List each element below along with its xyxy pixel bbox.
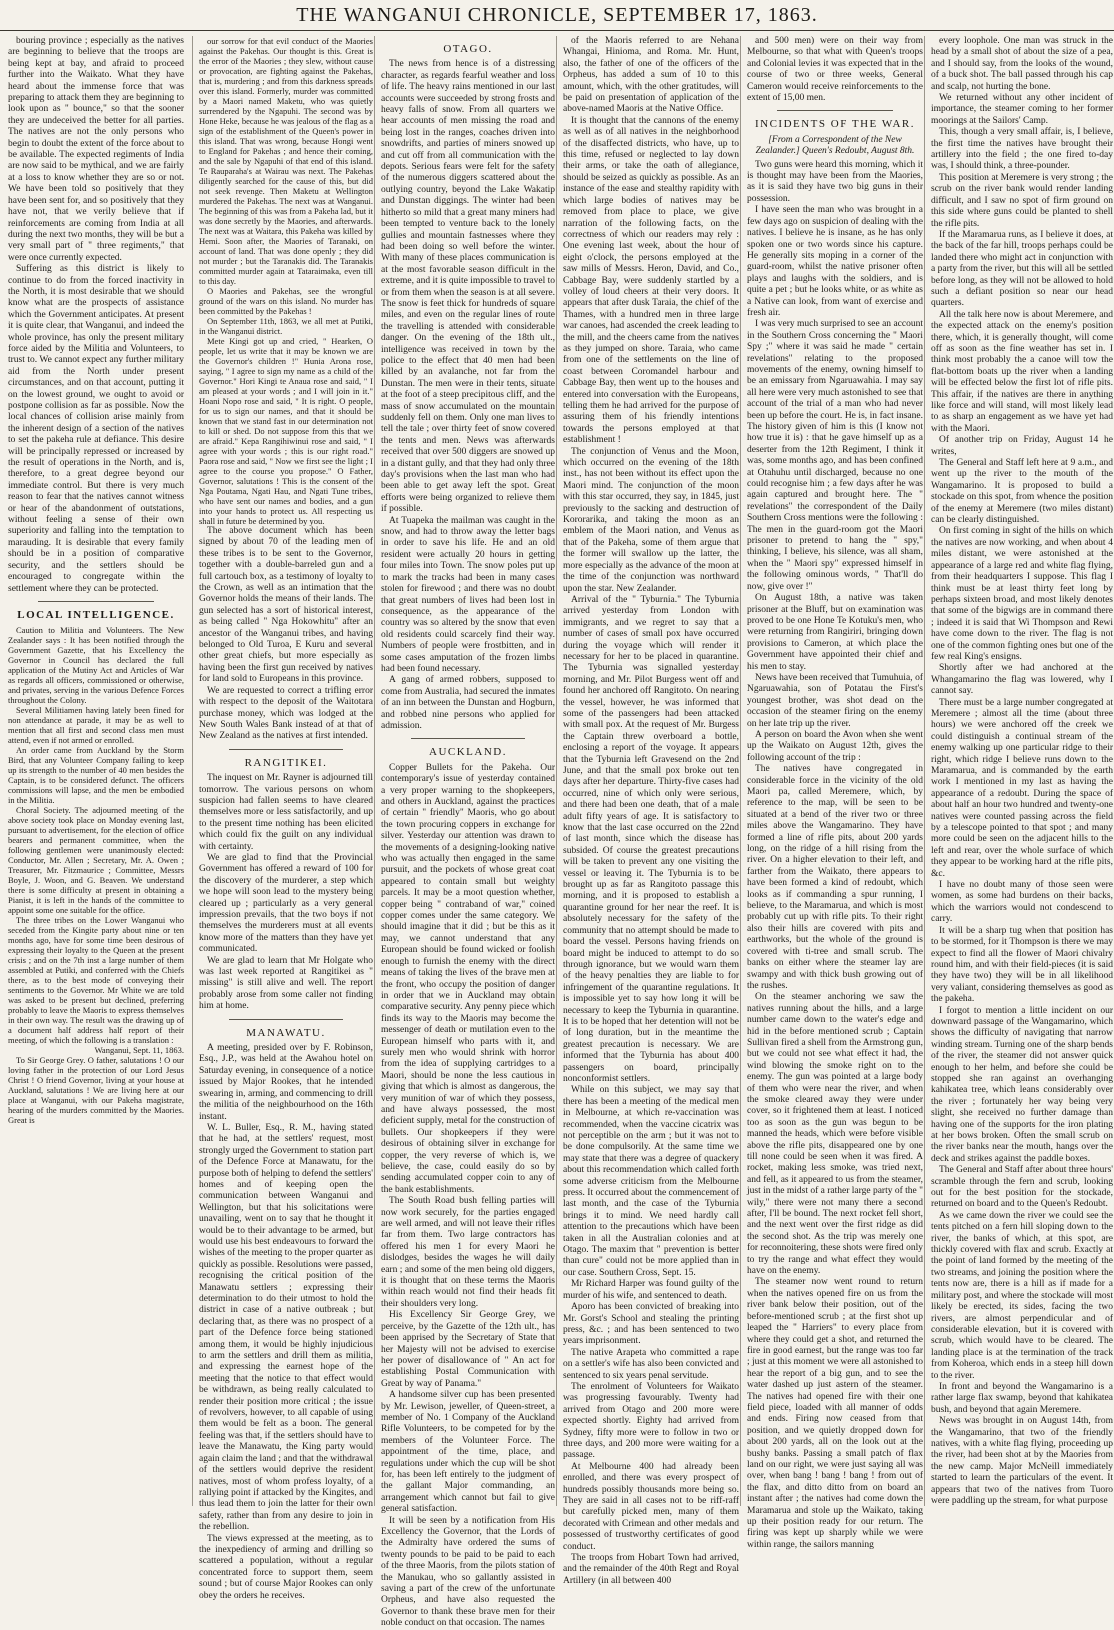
article-paragraph: Aporo has been convicted of breaking into Mr. Gorst's School and stealing the printing press, &c. ; and has been sentenced to two years imprisonment. (563, 1302, 739, 1347)
article-paragraph: Of another trip on Friday, August 14 he writes, (931, 435, 1113, 457)
masthead-title: THE WANGANUI CHRONICLE, SEPTEMBER 17, 1863. (0, 0, 1114, 31)
article-paragraph: While on this subject, we may say that there has been a meeting of the medical men in Melbourne, at which re-vaccination was recommended, when the vaccine cicatrix was not perceptible on the arm ; but it was not to be done compulsorily. At the same time we may state that there was a degree of quackery about this recommendation which called forth some adverse criticism from the Melbourne press. It occurred about the commencement of last month, and the case of the Tyburnia brings it to mind. We need hardly call attention to the precautions which have been taken in all the Australian colonies and at Otago. The maxim that " prevention is better than cure" could not be more applied than in our case. Southern Cross, Sept. 15. (563, 1085, 739, 1278)
article-paragraph: On the steamer anchoring we saw the natives running about the hills, and a large number came down to the water's edge and hid in the before mentioned scrub ; Captain Sullivan fired a shell from the Armstrong gun, but we could not see what effect it had, the wind blowing the smoke right on to the enemy. The gun was pointed at a large body of them who were near the river, and when the smoke cleared away they were under cover, so it frightened them at least. I noticed too as soon as the gun was begun to be manned the heads, which were before visible above the rifle pits, disappeared one by one till none could be seen when it was fired. A rocket, making less smoke, was tried next, and fell, as it appeared to us from the steamer, just in the midst of a rather large party of the " wily," there were not many there a second after, I'll be bound. The next rocket fell short, and the next went over the first ridge as did the second shot. As the trip was merely one for reconnoitering, these shots were fired only to try the range and what effect they would have on the enemy. (747, 992, 923, 1277)
section-heading-manawatu: MANAWATU. (246, 1026, 326, 1039)
article-paragraph: Several Militiamen having lately been fined for non attendance at parade, it may be as well to mention that all first and second class men must attend, even if not armed or enrolled. (8, 705, 184, 746)
section-divider (229, 749, 343, 750)
article-paragraph: A meeting, presided over by F. Robinson, Esq., J.P., was held at the Awahou hotel on Saturday evening, in consequence of a notice issued by Major Rookes, that he intended swearing in, arming, and commencing to drill the militia of the neighbourhood on the 16th instant. (199, 1043, 373, 1122)
section-heading-local-intelligence: LOCAL INTELLIGENCE. (17, 608, 175, 621)
article-paragraph: A gang of armed robbers, supposed to come from Australia, had secured the inmates of an inn between the Dunstan and Hogburn, and robbed nine persons who applied for admission. (381, 675, 555, 731)
article-paragraph: We are requested to correct a trifling error with respect to the deposit of the Waitotara purchase money, which was lodged at the New South Wales Bank instead of at that of New Zealand as the natives at first intended. (199, 685, 373, 742)
article-paragraph: This position at Meremere is very strong ; the scrub on the river bank would render landing difficult, and I saw no spot of firm ground on this side where guns could be planted to shell the rifle pits. (931, 172, 1113, 229)
correspondent-note: [From a Correspondent of the New Zealander.] Queen's Redoubt, August 8th. (755, 134, 915, 157)
article-paragraph: His Excellency Sir George Grey, we perceive, by the Gazette of the 12th ult., has been apprised by the Secretary of State that her Majesty will not be advised to exercise her power of disallowance of " An act for establishing Postal Communication with Great by way of Panama." (381, 1310, 555, 1389)
article-paragraph: I have seen the man who was brought in a few days ago on suspicion of dealing with the natives. I believe he is insane, as he has only spoken one or two words since his capture. He generally sits moping in a corner of the guard-room, whilst the native prisoner often plays and laughs with the soldiers, and is quite a pet ; but he looks white, or as white as a Native can look, from want of exercise and fresh air. (747, 205, 923, 318)
article-paragraph: O Maories and Pakehas, see the wrongful ground of the wars on this island. No murder has been committed by the Pakehas ! (199, 286, 373, 316)
article-paragraph: News was brought in on August 14th, from the Wangamarino, that two of the friendly natives, with a white flag flying, proceeding up the river, had been shot at by the Maories from the new camp. Major McNeill immediately started to learn the particulars of the event. It appears that two of the natives from Tuoro were paddling up the stream, for what purpose (931, 1416, 1113, 1506)
article-paragraph: Mr Richard Harper was found guilty of the murder of his wife, and sentenced to death. (563, 1279, 739, 1301)
article-paragraph: A person on board the Avon when she went up the Waikato on August 12th, gives the following account of the trip : (747, 729, 923, 763)
section-heading-rangitikei: RANGITIKEI. (244, 756, 328, 769)
article-paragraph: We returned without any other incident of importance, the steamer coming to her former moorings at the Sailors' Camp. (931, 93, 1113, 126)
section-heading-incidents-of-the-war: INCIDENTS OF THE WAR. (754, 118, 916, 131)
article-paragraph: The three tribes on the Lower Wanganui who seceded from the Kingite party about nine or ten months ago, have for some time been desirous of expressing their loyalty to the Queen at the present crisis ; and on the 7th inst a large number of them assembled at Putiki, and conferred with the Chiefs there, as to the best mode of conveying their sentiments to the Governor. Mr White we are told was asked to be present but declined, preferring probably to leave the Maoris to express themselves in their own way. The result was the drawing up of a document half address half report of their meeting, of which the following is a translation : (8, 915, 184, 1046)
article-paragraph: There must be a large number congregated at Meremere ; almost all the time (about three hours) we were anchored off the creek we could distinguish a continual stream of the enemy walking up one particular ridge to their right, which ridge I believe runs down to the Maramarua, and is commanded by the earth work I mentioned in my last as having the appearance of a redoubt. During the space of about half an hour two hundred and twenty-one natives were counted passing across the field by a telescope pointed to that spot ; and many more could be seen on the adjacent hills to the left and rear, over the whole surface of which they appear to be working hard at the rifle pits, &c. (931, 697, 1113, 879)
article-paragraph: It will be a sharp tug when that position has to be stormed, for it Thompson is there we may expect to find all the flower of Maori chivalry round him, and with their field-pieces (it is said they have two) they will be in all likelihood very valiant, considering themselves as good as the pakeha. (931, 925, 1113, 1005)
article-paragraph: At Melbourne 400 had already been enrolled, and there was every prospect of hundreds possibly thousands more being so. They are said in all cases not to be riff-raff but carefully picked men, many of them decorated with Crimean and other medals and possessed of trustworthy certificates of good conduct. (563, 1461, 739, 1552)
article-paragraph: It is thought that the cannons of the enemy as well as of all natives in the neighborhood of the disaffected districts, who have, up to this time, refused or neglected to lay down their arms, or take the oath of allegiance, should be seized as quickly as possible. As an instance of the ease and stealthy rapidity with which large bodies of natives may be removed from place to place, we give narration of the following facts, on the correctness of which our readers may rely : One evening last week, about the hour of eight o'clock, the persons employed at the saw mills of Messrs. Heron, David, and Co., Cabbage Bay, were suddenly startled by a volley of loud cheers at their very doors. It appears that after dusk Taraia, the chief of the Thames, with a hundred men in three large war canoes, had ascended the creek leading to the mill, and the cheers came from the natives as they jumped on shore. Taraia, who came from one of the settlements on the line of coast between Coromandel harbour and Cabbage Bay, then went up to the houses and entered into conversation with the Europeans, telling them he had arrived for the purpose of assuring them of his friendly intentions towards the persons employed at that establishment ! (563, 115, 739, 446)
article-paragraph: I forgot to mention a little incident on our downward passage of the Wangamarino, which shows the difficulty of navigating that narrow winding stream. Turning one of the sharp bends of the river, the steamer did not answer quick enough to her helm, and before she could be stopped she ran against an overhanging kahikatea tree, which leans considerably over the river ; fortunately her way being very slight, she received no further damage than having one of the supports for the iron plating at her bows broken. Often the small scrub on the river banks near the mouth, hangs over the deck and strikes against the paddle boxes. (931, 1005, 1113, 1164)
section-heading-auckland: AUCKLAND. (429, 746, 507, 759)
section-divider (777, 110, 893, 111)
article-paragraph: Choral Society. The adjourned meeting of the above society took place on Monday evening last, pursuant to advertisement, for the election of office bearers and permanent committee, when the following gentlemen were unanimously elected: Conductor, Mr. Allen ; Secretary, Mr. A. Owen ; Treasurer, Mr. Fitzmaurice ; Committee, Messrs Boyle, J. Woon, and G. Beaven. We understand there is some difficulty at present in obtaining a Pianist, it is left in the hands of the committee to appoint some one suitable for the office. (8, 805, 184, 916)
article-paragraph: Copper Bullets for the Pakeha. Our contemporary's issue of yesterday contained a very proper warning to the shopkeepers, and others in Auckland, against the practices of certain " friendly" Maoris, who go about the town procuring coppers in exchange for silver. Yesterday our attention was drawn to the movements of a designing-looking native who was actually then engaged in the same pursuit, and the pockets of whose great coat appeared to contain small but weighty parcels. It may be a moot question whether, copper being " contraband of war," coined copper comes under the same category. We should imagine that it did ; but be this as it may, we cannot understand that any European should be found wicked or foolish enough to furnish the enemy with the direct means of taking the lives of the brave men at the front, who occupy the position of danger in order that we in Auckland may obtain comparative security. Any penny piece which finds its way to the Maoris may become the messenger of death or mutilation even to the European himself who parts with it, and surely men who would shrink with horror from the idea of supplying cartridges to a Maori, should be none the less cautious in giving that which is almost as dangerous, the very munition of war of which they possess, and have always possessed, the most deficient supply, metal for the construction of bullets. Our shopkeepers if they were desirous of obtaining silver in exchange for copper, the very reverse of which is, we believe, the case, could easily do so by sending accumulated copper coin to any of the bank establishments. (381, 762, 555, 1195)
article-paragraph: On first coming in sight of the hills on which the natives are now working, and when about 4 miles distant, we were astonished at the appearance of a large red and white flag flying, from their headquarters I suppose. This flag I think must be at least thirty feet long by perhaps sixteen broad, and most likely denotes that some of the bigwigs are in command there ; indeed it is said that Wi Thompson and Rewi have come down to the river. The flag is not one of the common fighting ones but one of the few real King's ensigns. (931, 526, 1113, 662)
column-6 (924, 36, 1113, 1506)
article-paragraph: The news from hence is of a distressing character, as regards fearful weather and loss of life. The heavy rains mentioned in our last accounts were succeeded by strong frosts and heavy falls of snow. From all quarters we hear accounts of men missing the road and being lost in the ranges, coaches driven into snowdrifts, and parties of miners snowed up and cut off from all communication with the depots. Serious fears were felt for the safety of the numerous diggers scattered about the outlying country, beyond the Lake Wakatip and Dunstan diggings. The winter had been hitherto so mild that a great many miners had been tempted to venture back to the lonely gullies and mountain fastnesses where they had been doing so well before the winter. With many of these places communication is at the most favorable season difficult in the extreme, and it is quite impossible to travel to or from them when the season is at all severe. The snow is feet thick for hundreds of square miles, and even on the regular lines of route the travelling is attended with considerable danger. On the evening of the 18th ult., intelligence was received in town by the police to the effect that 40 men had been killed by an avalanche, not far from the Dunstan. The men were in their tents, situate at the foot of a steep precipitous cliff, and the mass of snow accumulated on the mountain suddenly fell on them. Only one man lives to tell the tale ; over thirty feet of snow covered the tents and men. News was afterwards received that over 500 diggers are snowed up in a distant gully, and that they had only three day's provisions when the last man who had been able to get away left the spot. Great efforts were being organized to relieve them if possible. (381, 59, 555, 515)
article-paragraph: I was very much surprised to see an account in the Southern Cross concerning the " Maori Spy ;" where it was said he made " certain revelations" relating to the proposed movements of the enemy, owning himself to be an emissary from Ngaruawahia. I may say all here were very much astonished to see that account of the trial of a man who had never been up before the court. He is, in fact insane. The history given of him is this (I know not how true it is) : that he gave himself up as a deserter from the 12th Regiment, I think it was, some months ago, and has been confined at Otahuhu until discharged, because no one could recognise him ; a few days after he was again captured and brought here. The " revelations" the correspondent of the Daily Southern Cross mentions were the following : The men in the guard-room got the Maori prisoner to pretend to hang the " spy," thinking, I believe, his silence, was all sham, when the " Maori spy" expressed himself in the following ominous words, " That'll do now, give over !" (747, 319, 923, 592)
article-paragraph: As we came down the river we could see the tents pitched on a fern hill sloping down to the river, the banks of which, at this spot, are thickly covered with flax and scrub. Exactly at the point of land formed by the meeting of the two streams, and joining the position where the tents now are, there is a hill as if made for a military post, and where the stockade will most likely be erected, its sides, facing the two rivers, are almost perpendicular and of considerable elevation, but it is covered with scrub, which would have to be cleared. The landing place is at the termination of the track from Koheroa, which ends in a steep hill down to the river. (931, 1210, 1113, 1381)
article-paragraph: If the Maramarua runs, as I believe it does, at the back of the far hill, troops perhaps could be landed there who might act in conjunction with a party from the river, but this will all be settled before long, as they will not be allowed to hold such a defiant position so near our head quarters. (931, 229, 1113, 309)
article-paragraph: The enrolment of Volunteers for Waikato was progressing favourably. Twenty had arrived from Otago and 200 more were expected shortly. Eighty had arrived from Sydney, fifty more were to follow in two or three days, and 200 more were waiting for a passage. (563, 1381, 739, 1461)
article-paragraph: Two guns were heard this morning, which it is thought may have been from the Maories, as it is said they have two big guns in their possession. (747, 159, 923, 204)
article-paragraph: To Sir George Grey. O father, salutations ! O our loving father in the protection of our Lord Jesus Christ ! O friend Governor, living at your house at Auckland, salutations ! We are living here at our place at Wanganui, with our Pakeha magistrate, hearing of the murders committed by the Maories. Great is (8, 1055, 184, 1126)
article-paragraph: The General and Staff after about three hours' scramble through the fern and scrub, looking out for the best position for the stockade, returned on board and to the Queen's Redoubt. (931, 1165, 1113, 1210)
section-divider (38, 601, 154, 602)
article-paragraph: our sorrow for that evil conduct of the Maories against the Pakehas. Our thought is this. Great is the error of the Maories ; they slew, without cause or provocation, are fighting against the Pakehas, that is, murdering ; and from this darkness spreads over this island. Formerly, murder was committed by a Maori named Maketu, who was quietly surrendered by the Ngapuhi. The second was by Hone Heke, because he was jealous of the flag as a sign of the establishment of the Queen's power in this island. That was wrong, because Hongi went to England for Pakehas ; and hence their coming, and the sale by Ngapuhi of that end of this island. Te Rauparaha's at Wairau was next. The Pakehas diligently searched for the cause of this, but did not seek revenge. Then Maketu at Wellington murdered the Pakehas. The next was at Wanganui. The beginning of this was from a Pakeha lad, but it was done secretly by the Maories, and afterwards. The next was at Waitara, this Pakeha was killed by Hemi. Soon after, the Maories of Taranaki, on account of land. That was done openly ; they did not murder ; but the Taranakis did. The Taranakis committed murder again at Tataraimaka, even till to this day. (199, 36, 373, 286)
article-paragraph: On September 11th, 1863, we all met at Putiki, in the Wanganui district. (199, 316, 373, 336)
article-paragraph: All the talk here now is about Meremere, and the expected attack on the enemy's position there, which, it is generally thought, will come off as soon as the fine weather has set in. I think most probably the a canoe will tow the flat-bottom boats up the river when a landing will be effected below the first lot of rifle pits. This affair, if the natives are there in anything like force and will stand, will most likely lead to as sharp an engagement as we have yet had with the Maori. (931, 309, 1113, 434)
article-paragraph: This, though a very small affair, is, I believe, the first time the natives have brought their artillery into the field ; the one fired to-day was, I should think, a three-pounder. (931, 127, 1113, 172)
column-1 (8, 36, 184, 1506)
article-paragraph: At Tuapeka the mailman was caught in the snow, and had to throw away the letter bags in order to save his life. He and an old resident were actually 20 hours in getting four miles into Town. The snow poles put up to mark the tracks had been in many cases stolen for firewood ; and there was no doubt that great numbers of lives had been lost in consequence, as the appearance of the country was so altered by the snow that even old residents could scarcely find their way. Numbers of people were frostbitten, and in some cases amputation of the frozen limbs had been found necessary. (381, 515, 555, 674)
article-paragraph: News have been received that Tumuhuia, of Ngaruawahia, son of Potatau the First's youngest brother, was shot dead on the occasion of the steamer firing on the enemy on her late trip up the river. (747, 672, 923, 729)
article-paragraph: The General and Staff left here at 9 a.m., and went up the river to the mouth of the Wangamarino. It is proposed to build a stockade on this spot, from whence the position of the enemy at Meremere (two miles distant) can be clearly distinguished. (931, 458, 1113, 526)
article-paragraph: The natives have congregated in considerable force in the vicinity of the old Maori pa, called Meremere, which, by reference to the map, will be seen to be situated at a bend of the river two or three miles above the Wangamarino. They have formed a line of rifle pits, about 200 yards long, on the ridge of a hill rising from the river. On a higher elevation to their left, and farther from the Waikato, there appears to have been formed a kind of redoubt, which looks as if commanding a spur running, I believe, to the Maramarua, and which is most probably cut up with rifle pits. To their right also their hills are covered with pits and earthworks, but the whole of the ground is covered with ti-tree and small scrub. The banks on either where the steamer lay are swampy and with thick bush growing out of the rushes. (747, 764, 923, 991)
article-paragraph: It will be seen by a notification from His Excellency the Governor, that the Lords of the Admiralty have ordered the sums of twenty pounds to be paid to be paid to each of the three Maoris, from the pilots station of the Manukau, who so gallantly assisted in saving a part of the crew of the unfortunate Orpheus, and have also requested the Governor to thank these brave men for their noble conduct on that occasion. The names (381, 1515, 555, 1629)
article-paragraph: In front and beyond the Wangamarino is a rather large flax swamp, beyond that kahikatea bush, and beyond that again Meremere. (931, 1381, 1113, 1415)
article-paragraph: An order came from Auckland by the Storm Bird, that any Volunteer Company failing to keep up its strength to the number of 40 men besides the Captain, is to be considered defunct. The officers commissions will lapse, and the men be embodied in the Militia. (8, 745, 184, 806)
article-paragraph: every loophole. One man was struck in the head by a small shot of about the size of a pea, and I should say, from the looks of the wound, of a buck shot. The ball passed through his cap and scalp, not hurting the bone. (931, 36, 1113, 92)
section-divider (229, 1019, 343, 1020)
dateline: Wanganui, Sept. 11, 1863. (94, 1045, 184, 1056)
article-paragraph: I have no doubt many of those seen were women, as some had burdens on their backs, which the warriors would not condescend to carry. (931, 880, 1113, 925)
article-paragraph: A handsome silver cup has been presented by Mr. Lewison, jeweller, of Queen-street, a member of No. 1 Company of the Auckland Rifle Volunteers, to be competed for by the members of the Volunteer Force. The appointment of the time, place, and regulations under which the cup will be shot for, has been left entirely to the judgment of the gallant Major commanding, an arrangement which cannot but fail to give general satisfaction. (381, 1390, 555, 1515)
article-paragraph: The inquest on Mr. Rayner is adjourned till tomorrow. The various persons on whom suspicion had fallen seems to have cleared themselves more or less satisfactorily, and up to the present time nothing has been elicited which could fix the guilt on any individual with certainty. (199, 773, 373, 852)
article-paragraph: The above document which has been signed by about 70 of the leading men of these tribes is to be sent to the Governor, together with a double-barreled gun and a full cartouch box, as a testimony of loyalty to the Crown, as well as an intimation that the Governor holds the means of their lands. The gun selected has a sort of historical interest, as being called " Nga Hokowhitu" after an ancestor of the Wanganui tribes, and having belonged to Old Turoa, E Kuru and several other great chiefs, but more especially as having been the first gun received by natives for land sold to Europeans in this province. (199, 526, 373, 685)
article-paragraph: The conjunction of Venus and the Moon, which occurred on the evening of the 18th inst., has not been without its effect upon the Maori mind. The conjunction of the moon with this star occurred, they say, in 1845, just previously to the sacking and destruction of Kororarika, and taking the moon as an emblem of the Maori nation, and Venus as that of the Pakeha, some of them argue that the former will swallow up the latter, the more especially as the advance of the moon at the time of the conjunction was northward upon the star. New Zealander. (563, 446, 739, 594)
article-paragraph: We are glad to find that the Provincial Government has offered a reward of 100 for the discovery of the murderer, a step which we hope will soon lead to the mystery being cleared up ; particularly as a very general impression prevails, that the two boys if not themselves the murderers must at all events know more of the matters than they have yet communicated. (199, 852, 373, 955)
article-paragraph: W. L. Buller, Esq., R. M., having stated that he had, at the settlers' request, most strongly urged the Government to station part of the Defence Force at Manawatu, for the purpose both of helping to defend the settlers' homes and of keeping open the communication between Wanganui and Wellington, but that his solicitations were unavailing, went on to say that he thought it would be to their advantage to be armed, but would use his best endeavours to forward the wishes of the meeting to the proper quarter as quickly as possible. Resolutions were passed, recognising the critical position of the Manawatu settlers ; expressing their determination to do their utmost to hold the district in case of a native outbreak ; but declaring that, as there was no prospect of a part of the Defence force being stationed among them, it would be highly injudicious to arm the settlers and drill them as militia, and expressing the earnest hope of the meeting that the notice to that effect would be withdrawn, as being really calculated to render their position more critical ; the issue of revolvers, however, to all capable of using them would be felt as a boon. The general feeling was that, if the settlers should have to leave the Manawatu, the King party would again claim the land ; and that the withdrawal of the settlers would deprive the resident natives, most of whom profess loyalty, of a rallying point if attacked by the Kingites, and thus lead them to join the latter for their own safety, rather than from any desire to join in the rebellion. (199, 1122, 373, 1533)
article-paragraph: bouring province ; especially as the natives are beginning to believe that the troops are being kept at bay, and afraid to proceed further into the Waikato. What they have heard about the immense force that was preparing to attack them they are beginning to look upon as " bounce," so that the sooner they are undeceived the better for all parties. The natives are not the only persons who begin to doubt the extent of the force about to be available. The expected regiments of India are now said to be mythical, and we are fairly at a loss to know whether they are so or not. We have been told so positively that they have been sent for, and so positively that they have not, that we verily believe that if reinforcements are coming from India at all during the next two months, they will be but a very small part of " three regiments," that were once currently expected. (8, 36, 184, 263)
article-paragraph: Suffering as this district is likely to continue to do from the forced inactivity in the North, it is most desirable that we should know what are the prospects of assistance which the Government anticipates. At present it is quite clear, that Wanganui, and indeed the whole province, has only the present military force aided by the Militia and Volunteers, to trust to. We cannot expect any further military aid from the North under present circumstances, and on that account, putting it on the lowest ground, we ought to avoid or postpone collision as far as possible. Now the local chances of collision arise mainly from the inherent design of a section of the natives to set the pakeha rule at defiance. This desire will be principally repressed or increased by the result of operations in the North, and is, therefore, to a great degree beyond our immediate control. But there is very much reason to fear that the natives cannot witness or hear of the abandonment of outstations, without feeling a sense of their own superiority and falling into the temptation to marauding. It is desirable that every family should be in a position of comparative security, and the settlers should be encouraged to congregate within the settlement where they can be protected. (8, 264, 184, 594)
column-2 (192, 36, 373, 1601)
article-paragraph: The views expressed at the meeting, as to the inexpediency of arming and drilling so scattered a population, without a regular concentrated force to support them, seem sound ; but of course Major Rookes can only obey the orders he receives. (199, 1533, 373, 1601)
article-paragraph: Arrival of the " Tyburnia." The Tyburnia arrived yesterday from London with immigrants, and we regret to say that a number of cases of small pox have occurred during the voyage which will render it necessary for her to be placed in quarantine. The Tyburnia was signalled yesterday morning, and Mr. Pilot Burgess went off and found her anchored off Rangitoto. On nearing the vessel, however, he was informed that some of the passengers had been attacked with small pox. At the request of Mr. Burgess the Captain threw overboard a bottle, enclosing a report of the voyage. It appears that the Tyburnia left Gravesend on the 2nd June, and that the small pox broke out ten days after her departure. Thirty-five cases had occurred, nine of which only were serious, and there had been one death, that of a male adult fifty years of age. It is satisfactory to know that the last case occurred on the 22nd of last month, since which the disease has subsided. Of course the greatest precautions will be taken to prevent any one visiting the vessel or leaving it. The Tyburnia is to be brought up as far as Rangitoto passage this morning, and it is proposed to establish a quarantine ground for her near the reef. It is absolutely necessary for the safety of the community that no attempt should be made to board the vessel. Persons having friends on board might be induced to attempt to do so through ignorance, but we would warn them of the heavy penalties they are liable to for infringement of the quarantine regulations. It is impossible yet to say how long it will be necessary to keep the Tyburnia in quarantine. It is to be hoped that her detention will not be of long duration, but in the meantime the greatest precaution is necessary. We are informed that the Tyburnia has about 400 passengers on board, principally nonconformist settlers. (563, 594, 739, 1084)
column-4 (556, 36, 739, 1586)
column-3 (374, 36, 555, 1629)
article-paragraph: and 500 men) were on their way from Melbourne, so that what with Queen's troops and Colonial levies it was expected that in the course of two or three weeks, General Cameron would receive reinforcements to the extent of 15,00 men. (747, 36, 923, 104)
article-paragraph: Mete Kingi got up and cried, " Hearken, O people, let us write that it may be known we are the Governor's children !" Hunia Arona rose, saying, " I agree to sign my name as a child of the Governor." Hori Kingi te Anaua rose and said, " I am pleased at your words ; and I will join in it." Hoani Nopo rose and said, " It is right. O people, for us to sign our names, and that it should be known that we stand fast in our determination not to kill or shed. Do not suppose from this that we are afraid." Kepa Rangihiwinui rose and said, " I agree with your words ; this is our right road." Paora rose and said, " Now we first see the light ; I agree to the course you propose." O Father, Governor, salutations ! This is the consent of the Nga Poutama, Ngati Hau, and Ngati Tune tribes, who have sent our names and bodies, and a gun into your hands to protect us. All respecting us shall in future be determined by you. (199, 336, 373, 526)
column-5 (740, 36, 923, 1550)
article-paragraph: Caution to Militia and Volunteers. The New Zealander says : It has been notified through the Government Gazette, that his Excellency the Governor in Council has declared the full application of the Mutiny Act and Articles of War as regards all officers, commissioned or otherwise, and privates, serving in the various Defence Forces throughout the Colony. (8, 625, 184, 706)
section-heading-otago: OTAGO. (443, 43, 493, 55)
article-paragraph: Shortly after we had anchored at the Whangamarino the flag was lowered, why I cannot say. (931, 663, 1113, 697)
article-paragraph: The steamer now went round to return when the natives opened fire on us from the river bank below their position, out of the before-mentioned scrub ; at the first shot up leaped the " Harriers" to every place from where they could get a shot, and returned the fire in good earnest, but the range was too far ; just at this moment we were all astonished to hear the report of a big gun, and to see the water dashed up just astern of the steamer. The natives had opened fire with their one field piece, loaded with all manner of odds and ends. Firing now ceased from that position, and we quietly dropped down for about 200 yards, all on the look out at the bushy banks. Passing a small patch of flax land on our right, we were just saying all was over, when bang ! bang ! bang ! from out of the flax, and ditto ditto from on board an instant after ; the natives had come down the Maramarua and stole up the Waikato, taking up their position ready for our return. The firing was kept up sharply while we were within range, the sailors manning (747, 1277, 923, 1550)
article-paragraph: The native Arapeta who committed a rape on a settler's wife has also been convicted and sentenced to six years penal servitude. (563, 1347, 739, 1381)
article-paragraph: of the Maoris referred to are Nehana Whangai, Hinioma, and Roma. Mr. Hunt, also, the father of one of the officers of the Orpheus, has added a sum of 10 to this amount, which, with the other gratitudes, will be paid on presentation of application of the above-named Maoris at the Native Office. (563, 36, 739, 115)
section-divider (411, 738, 525, 739)
article-paragraph: On August 18th, a native was taken prisoner at the Bluff, but on examination was proved to be one Hone Te Kotuku's men, who were returning from Rangiriri, bringing down provisions to Cameron, at which place the Government have appointed their chief and his men to stay. (747, 593, 923, 672)
article-paragraph: The troops from Hobart Town had arrived, and the remainder of the 40th Regt and Royal Artillery (in all between 400 (563, 1553, 739, 1586)
article-paragraph: We are glad to learn that Mr Holgate who was last week reported at Rangitikei as " missing" is still alive and well. The report probably arose from some caller not finding him at home. (199, 955, 373, 1012)
article-paragraph: The South Road bush felling parties will now work securely, for the parties engaged are well armed, and will not leave their rifles far from them. Two large contractors has offered his men 1 for every Maori he dislodges, besides the wages he will daily earn ; and some of the men being old diggers, it is thought that on these terms the Maoris within reach would not find their heads fit their shoulders very long. (381, 1196, 555, 1309)
